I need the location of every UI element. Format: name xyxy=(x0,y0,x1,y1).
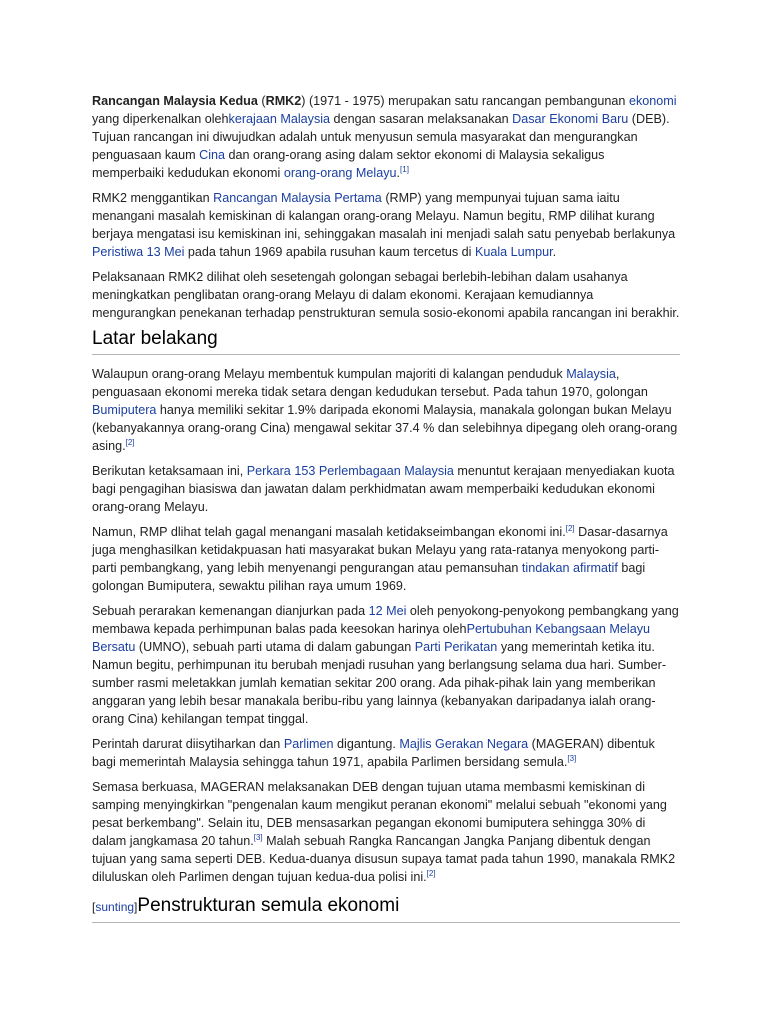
section-heading-penstrukturan xyxy=(92,893,680,923)
link-cina[interactable]: Cina xyxy=(199,148,226,162)
section1-paragraph-5: Perintah darurat diisytiharkan dan Parlimen digantung. Majlis Gerakan Negara (MAGERAN) dibentuk bagi memerintah Malaysia sehingga tahun 1971, apabila Parlimen bersidang semula.[3] xyxy=(92,737,655,769)
article-content xyxy=(92,92,680,933)
reference-1[interactable]: [1] xyxy=(400,164,409,174)
link-perkara-153[interactable]: Perkara 153 Perlembagaan Malaysia xyxy=(246,464,454,478)
intro-paragraph-1: Rancangan Malaysia Kedua (RMK2) (1971 - 1975) merupakan satu rancangan pembangunan ekonomi yang diperkenalkan olehkerajaan Malaysia dengan sasaran melaksanakan Dasar Ekonomi Baru (DEB). Tujuan rancangan ini diwujudkan adalah untuk menyusun semula masyarakat dan mengurangkan penguasaan kaum Cina dan orang-orang asing dalam sektor ekonomi di Malaysia sekaligus memperbaiki kedudukan ekonomi orang-orang Melayu.[1] xyxy=(92,94,677,180)
link-peristiwa-13-mei[interactable]: Peristiwa 13 Mei xyxy=(92,245,185,259)
section1-paragraph-4: Sebuah perarakan kemenangan dianjurkan pada 12 Mei oleh penyokong-penyokong pembangkang yang membawa kepada perhimpunan balas pada keesokan harinya olehPertubuhan Kebangsaan Melayu Bersatu (UMNO), sebuah parti utama di dalam gabungan Parti Perikatan yang memerintah ketika itu. Namun begitu, perhimpunan itu berubah menjadi rusuhan yang berlangsung selama dua hari. Sumber-sumber rasmi meletakkan jumlah kematian sekitar 200 orang. Ada pihak-pihak lain yang memberikan anggaran yang lebih besar manakala beribu-ribu yang lainnya (kebanyakan daripadanya ialah orang-orang Cina) kehilangan tempat tinggal. xyxy=(92,604,679,726)
link-parti-perikatan[interactable]: Parti Perikatan xyxy=(414,640,498,654)
section-heading-text: Penstrukturan semula ekonomi xyxy=(137,895,400,916)
article-title-bold: Rancangan Malaysia Kedua xyxy=(92,94,258,108)
link-parlimen[interactable]: Parlimen xyxy=(283,737,334,751)
section1-paragraph-3: Namun, RMP dlihat telah gagal menangani masalah ketidakseimbangan ekonomi ini.[2] Dasar-dasarnya juga menghasilkan ketidakpuasan hati masyarakat bukan Melayu yang rata-ratanya menyokong parti-parti pembangkang, yang lebih menyenangi pengurangan atau pemansuhan tindakan afirmatif bagi golongan Bumiputera, sewaktu pilihan raya umum 1969. xyxy=(92,523,668,593)
intro-paragraph-2: RMK2 menggantikan Rancangan Malaysia Pertama (RMP) yang mempunyai tujuan sama iaitu menangani masalah kemiskinan di kalangan orang-orang Melayu. Namun begitu, RMP dilihat kurang berjaya mengatasi isu kemiskinan ini, sehinggakan masalah ini menjadi salah satu penyebab berlakunya Peristiwa 13 Mei pada tahun 1969 apabila rusuhan kaum tercetus di Kuala Lumpur. xyxy=(92,191,676,259)
link-rancangan-malaysia-pertama[interactable]: Rancangan Malaysia Pertama xyxy=(213,191,382,205)
link-dasar-ekonomi-baru[interactable]: Dasar Ekonomi Baru xyxy=(512,112,629,126)
reference-2[interactable]: [2] xyxy=(565,523,575,533)
link-orang-orang-melayu[interactable]: orang-orang Melayu xyxy=(283,166,397,180)
link-kerajaan-malaysia[interactable]: kerajaan Malaysia xyxy=(228,112,331,126)
link-umno[interactable]: Pertubuhan Kebangsaan Melayu Bersatu xyxy=(92,622,651,654)
reference-2[interactable]: [2] xyxy=(125,437,135,447)
link-malaysia[interactable]: Malaysia xyxy=(566,367,616,381)
reference-3[interactable]: [3] xyxy=(253,832,263,842)
link-12-mei[interactable]: 12 Mei xyxy=(368,604,407,618)
link-ekonomi[interactable]: ekonomi xyxy=(628,94,677,108)
reference-3[interactable]: [3] xyxy=(567,753,577,763)
intro-paragraph-3: Pelaksanaan RMK2 dilihat oleh sesetengah golongan sebagai berlebih-lebihan dalam usahanya meningkatkan penglibatan orang-orang Melayu di dalam ekonomi. Kerajaan kemudiannya mengurangkan penekanan terhadap penstrukturan semula sosio-ekonomi apabila rancangan ini berakhir. xyxy=(92,270,680,320)
reference-2[interactable]: [2] xyxy=(426,868,436,878)
section1-paragraph-1: Walaupun orang-orang Melayu membentuk kumpulan majoriti di kalangan penduduk Malaysia, penguasaan ekonomi mereka tidak setara dengan kedudukan tersebut. Pada tahun 1970, golongan Bumiputera hanya memiliki sekitar 1.9% daripada ekonomi Malaysia, manakala golongan bukan Melayu (kebanyakannya orang-orang Cina) mengawal sekitar 37.4 % dan selebihnya dipegang oleh orang-orang asing.[2] xyxy=(92,367,678,453)
abbreviation-bold: RMK2 xyxy=(265,94,302,108)
section-heading-latar-belakang: Latar belakang xyxy=(92,326,680,355)
link-kuala-lumpur[interactable]: Kuala Lumpur xyxy=(474,245,553,259)
edit-section-link[interactable]: sunting xyxy=(95,900,135,914)
section1-paragraph-2: Berikutan ketaksamaan ini, Perkara 153 Perlembagaan Malaysia menuntut kerajaan menyediakan kuota bagi pengagihan biasiswa dan jawatan dalam perkhidmatan awam memperbaiki kedudukan ekonomi orang-orang Melayu. xyxy=(92,464,675,514)
link-tindakan-afirmatif[interactable]: tindakan afirmatif xyxy=(521,561,618,575)
edit-link-wrapper: [sunting] xyxy=(92,900,138,914)
link-majlis-gerakan-negara[interactable]: Majlis Gerakan Negara xyxy=(399,737,529,751)
link-bumiputera[interactable]: Bumiputera xyxy=(92,403,157,417)
section1-paragraph-6: Semasa berkuasa, MAGERAN melaksanakan DEB dengan tujuan utama membasmi kemiskinan di samping menyingkirkan "pengenalan kaum mengikut peranan ekonomi" melalui sebuah "ekonomi yang pesat berkembang". Selain itu, DEB mensasarkan pegangan ekonomi bumiputera sehingga 30% di dalam jangkamasa 20 tahun.[3] Malah sebuah Rangka Rancangan Jangka Panjang dibentuk dengan tujuan yang sama seperti DEB. Kedua-duanya disusun supaya tamat pada tahun 1990, manakala RMK2 diluluskan oleh Parlimen dengan tujuan kedua-dua polisi ini.[2] xyxy=(92,780,676,884)
